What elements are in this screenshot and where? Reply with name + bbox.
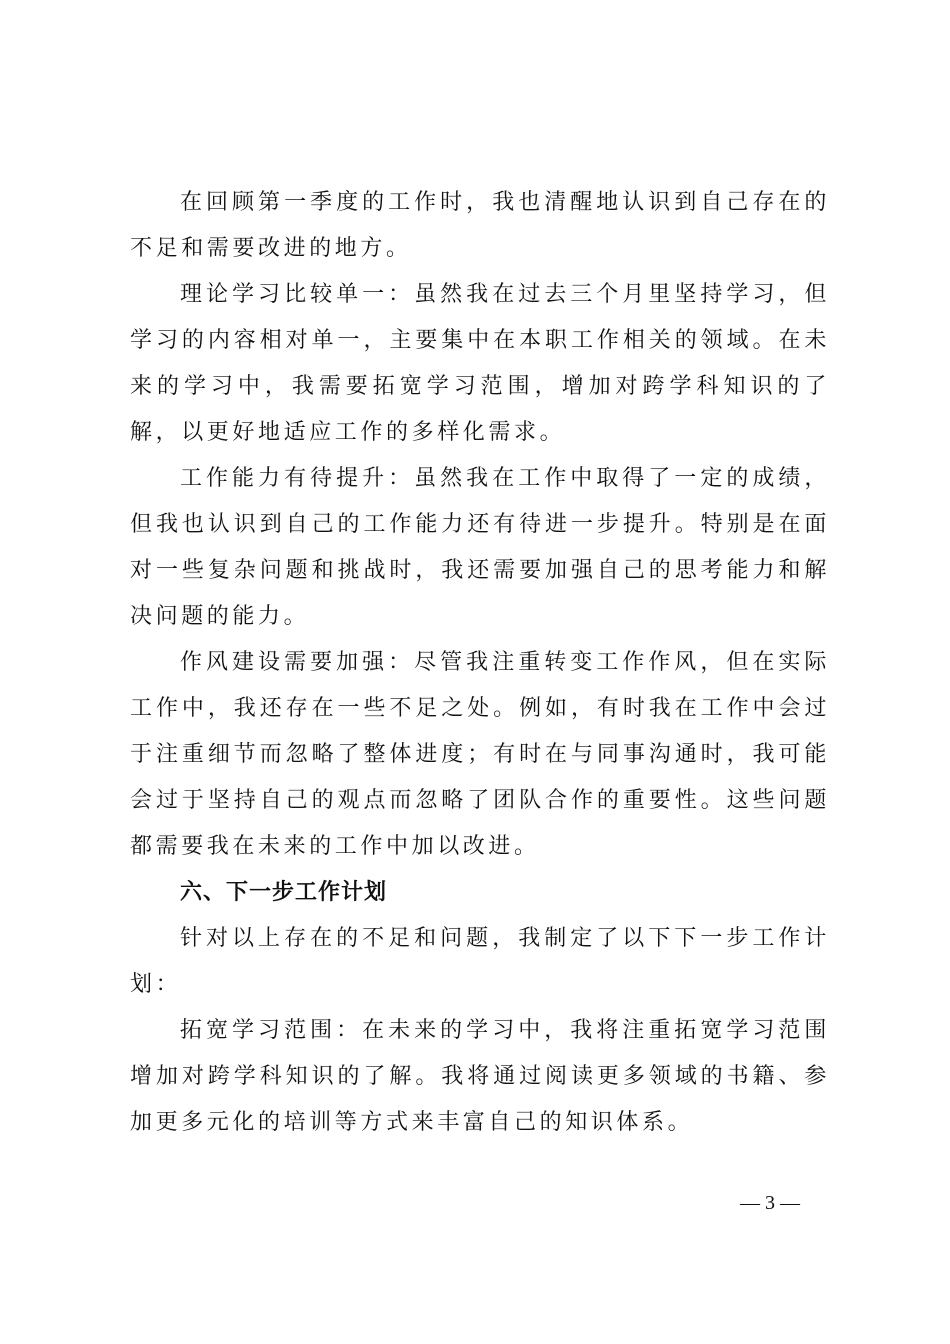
paragraph-work-style: 作风建设需要加强：尽管我注重转变工作作风，但在实际工作中，我还存在一些不足之处。例如，有时我在工作中会过于注重细节而忽略了整体进度；有时在与同事沟通时，我可能会过于坚持自己的观点而忽略了团队合作的重要性。这些问题都需要我在未来的工作中加以改进。 — [130, 650, 830, 859]
paragraph-shortcomings-intro: 在回顾第一季度的工作时，我也清醒地认识到自己存在的不足和需要改进的地方。 — [130, 190, 830, 261]
page-number: — 3 — — [740, 1192, 800, 1214]
section-heading-next-plan: 六、下一步工作计划 — [180, 880, 388, 905]
paragraph-plan-intro: 针对以上存在的不足和问题，我制定了以下下一步工作计划： — [130, 926, 830, 997]
paragraph-broaden-study: 拓宽学习范围：在未来的学习中，我将注重拓宽学习范围增加对跨学科知识的了解。我将通过阅读更多领域的书籍、参加更多元化的培训等方式来丰富自己的知识体系。 — [130, 1018, 830, 1135]
paragraph-work-ability: 工作能力有待提升：虽然我在工作中取得了一定的成绩，但我也认识到自己的工作能力还有待进一步提升。特别是在面对一些复杂问题和挑战时，我还需要加强自己的思考能力和解决问题的能力。 — [130, 466, 830, 629]
paragraph-theory-study: 理论学习比较单一：虽然我在过去三个月里坚持学习，但学习的内容相对单一，主要集中在本职工作相关的领域。在未来的学习中，我需要拓宽学习范围，增加对跨学科知识的了解，以更好地适应工作的多样化需求。 — [130, 282, 830, 445]
document-body — [130, 180, 830, 1146]
